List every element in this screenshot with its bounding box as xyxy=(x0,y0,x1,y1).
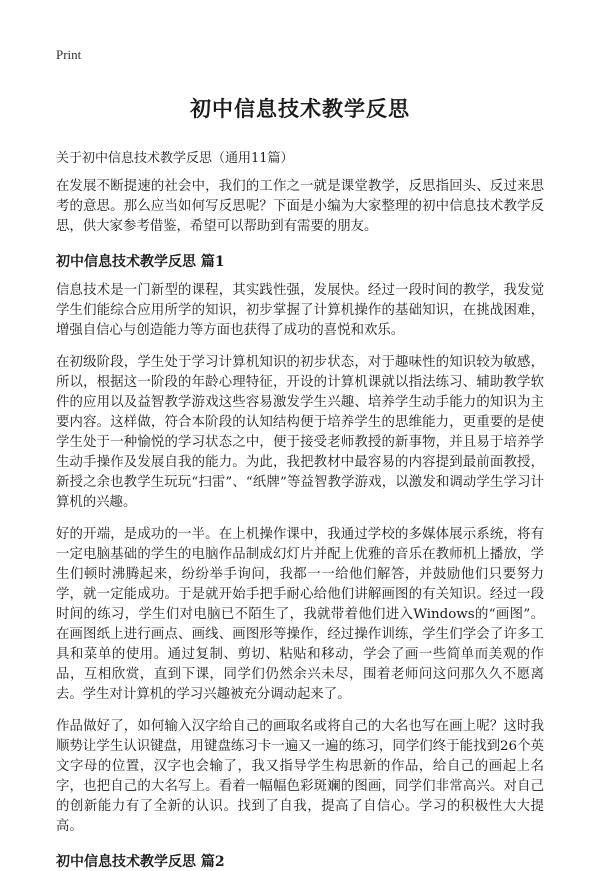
section-heading-1: 初中信息技术教学反思 篇1 xyxy=(56,254,225,270)
page-title: 初中信息技术教学反思 xyxy=(190,96,410,121)
print-link[interactable]: Print xyxy=(56,47,82,62)
section-1-paragraph-2: 在初级阶段，学生处于学习计算机知识的初步状态，对于趣味性的知识较为敏感，所以，根据这一阶段的年龄心理特征，开设的计算机课就以指法练习、辅助教学软件的应用以及益智教学游戏这些容易激发学生兴趣、培养学生动手能力的知识为主要内容。这样做，符合本阶段的认知结构便于培养学生的思维能力，更重要的是使学生处于一种愉悦的学习状态之中，便于接受老师教授的新事物，并且易于培养学生动手操作及发展自我的能力。为此，我把教材中最容易的内容提到最前面教授，新授之余也教学生玩玩“扫雷”、“纸牌”等益智教学游戏，以激发和调动学生学习计算机的兴趣。 xyxy=(56,355,544,510)
intro-paragraph: 在发展不断提速的社会中，我们的工作之一就是课堂教学，反思指回头、反过来思考的意思。那么应当如何写反思呢？下面是小编为大家整理的初中信息技术教学反思，供大家参考借鉴，希望可以帮助到有需要的朋友。 xyxy=(56,179,544,234)
section-heading-2: 初中信息技术教学反思 篇2 xyxy=(56,854,225,870)
document-subtitle: 关于初中信息技术教学反思（通用11篇） xyxy=(56,151,294,166)
section-1-paragraph-3: 好的开端，是成功的一半。在上机操作课中，我通过学校的多媒体展示系统，将有一定电脑基础的学生的电脑作品制成幻灯片并配上优雅的音乐在教师机上播放，学生们顿时沸腾起来，纷纷举手询问，我都一一给他们解答，并鼓励他们只要努力学，就一定能成功。于是就开始手把手耐心给他们讲解画图的有关知识。经过一段时间的练习，学生们对电脑已不陌生了，我就带着他们进入Windows的“画图”。在画图纸上进行画点、画线、画图形等操作，经过操作训练，学生们学会了许多工具和菜单的使用。通过复制、剪切、粘贴和移动，学会了画一些简单而美观的作品，互相欣赏，直到下课，同学们仍然余兴未尽，围着老师问这问那久久不愿离去。学生对计算机的学习兴趣被充分调动起来了。 xyxy=(56,527,544,702)
section-1-paragraph-4: 作品做好了，如何输入汉字给自己的画取名或将自己的大名也写在画上呢？这时我顺势让学生认识键盘，用键盘练习卡一遍又一遍的练习，同学们终于能找到26个英文字母的位置，汉字也会输了，我又指导学生构思新的作品，给自己的画起上名字，也把自己的大名写上。看着一幅幅色彩斑斓的图画，同学们非常高兴。对自己的创新能力有了全新的认识。找到了自我，提高了自信心。学习的积极性大大提高。 xyxy=(56,719,544,834)
section-1-paragraph-1: 信息技术是一门新型的课程，其实践性强，发展快。经过一段时间的教学，我发觉学生们能综合应用所学的知识，初步掌握了计算机操作的基础知识，在挑战困难，增强自信心与创造能力等方面也获得了成功的喜悦和欢乐。 xyxy=(56,283,544,338)
